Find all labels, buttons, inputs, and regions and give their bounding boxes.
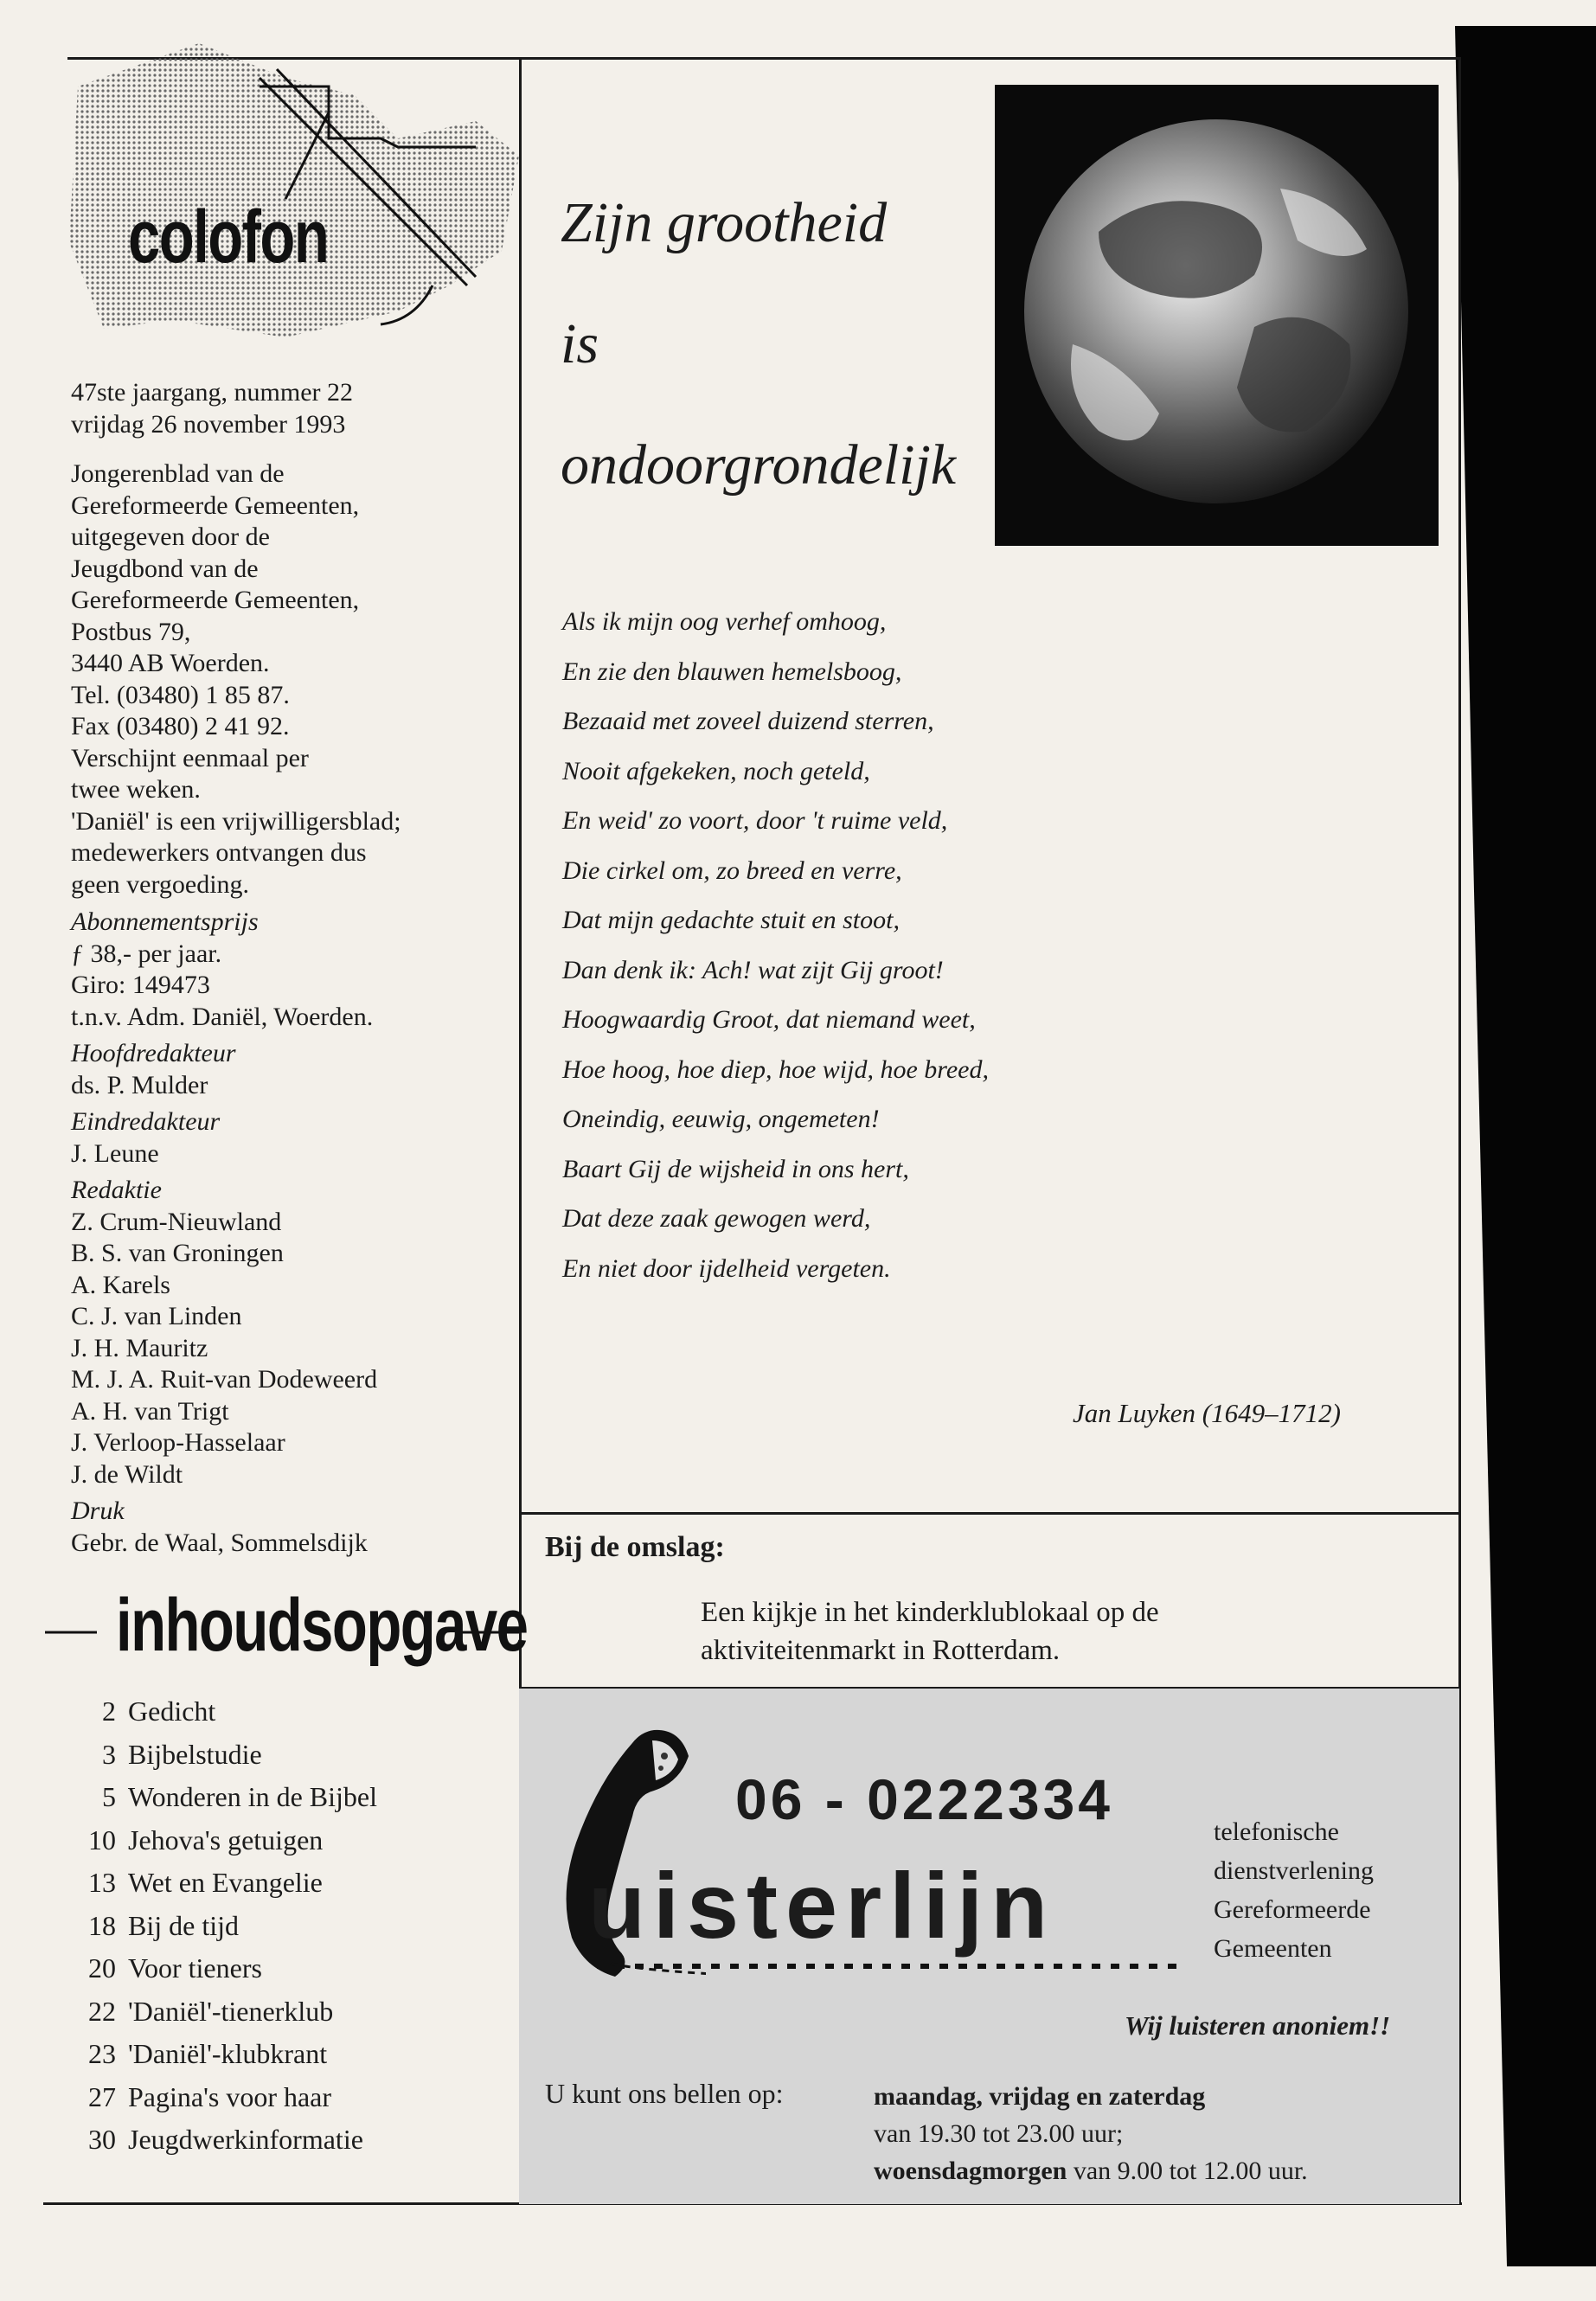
toc-title: Voor tieners	[128, 1952, 262, 1984]
toc-title: 'Daniël'-klubkrant	[128, 2038, 328, 2069]
toc-title: Wonderen in de Bijbel	[128, 1781, 378, 1812]
poem-author: Jan Luyken (1649–1712)	[1073, 1398, 1341, 1428]
toc-page: 18	[88, 1909, 116, 1941]
ad-hours	[874, 2078, 1308, 2189]
poem-bottom-rule	[519, 1512, 1460, 1515]
ad-time-2: van 9.00 tot 12.00 uur.	[1073, 2157, 1308, 2185]
toc-title: Gedicht	[128, 1695, 216, 1727]
ad-days-2: woensdagmorgen	[874, 2157, 1067, 2185]
printer: Gebr. de Waal, Sommelsdijk	[71, 1528, 368, 1557]
ad-service-text	[1214, 1812, 1374, 1968]
ad-service-line: Gereformeerde	[1214, 1895, 1371, 1924]
editor-in-chief: ds. P. Mulder	[71, 1070, 208, 1099]
final-editor: J. Leune	[71, 1138, 159, 1168]
poem-line: Dan denk ik: Ach! wat zijt Gij groot!	[562, 955, 944, 984]
publisher-line: 3440 AB Woerden.	[71, 649, 270, 677]
headline-line: is	[561, 312, 599, 375]
toc-item	[71, 1824, 377, 1868]
contents-title: inhoudsopgave	[116, 1584, 528, 1667]
print-label: Druk	[71, 1497, 125, 1525]
toc-item	[71, 1867, 377, 1910]
page-edge-shadow	[1455, 26, 1596, 2266]
toc-page: 5	[102, 1781, 116, 1812]
publisher-line: Postbus 79,	[71, 617, 191, 646]
headline-line: ondoorgrondelijk	[561, 433, 957, 497]
colofon-logo-graphic	[69, 26, 528, 355]
ad-service-line: Gemeenten	[1214, 1934, 1332, 1963]
subscription-line: Giro: 149473	[71, 971, 210, 999]
publisher-line: medewerkers ontvangen dus	[71, 838, 367, 867]
ad-call-label: U kunt ons bellen op:	[545, 2078, 784, 2109]
publisher-line: twee weken.	[71, 775, 201, 804]
poem-line: En zie den blauwen hemelsboog,	[562, 657, 902, 686]
toc-item	[71, 1739, 377, 1782]
earth-globe-icon	[995, 85, 1439, 546]
final-editor-label: Eindredakteur	[71, 1107, 221, 1136]
toc-item	[71, 1781, 377, 1824]
toc-page: 13	[88, 1867, 116, 1898]
poem-line: En niet door ijdelheid vergeten.	[562, 1253, 891, 1283]
toc-page: 27	[88, 2080, 116, 2112]
publisher-line: Verschijnt eenmaal per	[71, 743, 309, 772]
subscription-label: Abonnementsprijs	[71, 907, 259, 936]
cover-caption-line: Een kijkje in het kinderklublokaal op de	[701, 1597, 1159, 1628]
ad-cord-dashes	[597, 1953, 1185, 1979]
table-of-contents	[71, 1695, 377, 2167]
editorial-member: C. J. van Linden	[71, 1302, 242, 1330]
publisher-line: uitgegeven door de	[71, 522, 270, 551]
toc-item	[71, 2038, 377, 2081]
toc-item	[71, 1910, 377, 1953]
toc-title: Jeugdwerkinformatie	[128, 2124, 363, 2155]
subscription-line: t.n.v. Adm. Daniël, Woerden.	[71, 1002, 374, 1031]
toc-title: Wet en Evangelie	[128, 1867, 323, 1898]
publisher-line: Gereformeerde Gemeenten,	[71, 490, 360, 520]
publisher-line: Tel. (03480) 1 85 87.	[71, 680, 290, 709]
toc-title: Bij de tijd	[128, 1909, 239, 1941]
credits	[71, 907, 521, 1559]
editor-in-chief-label: Hoofdredakteur	[71, 1039, 236, 1067]
publisher-line: geen vergoeding.	[71, 869, 250, 899]
editorial-member: Z. Crum-Nieuwland	[71, 1207, 282, 1236]
ad-service-line: dienstverlening	[1214, 1856, 1374, 1885]
toc-title: Jehova's getuigen	[128, 1823, 324, 1856]
toc-page: 23	[88, 2038, 116, 2069]
toc-title: 'Daniël'-tienerklub	[128, 1995, 334, 2027]
cover-caption-text	[701, 1593, 1324, 1670]
publisher-line: Jongerenblad van de	[71, 459, 285, 488]
poem-line: Bezaaid met zoveel duizend sterren,	[562, 707, 934, 735]
poem-line: Als ik mijn oog verhef omhoog,	[562, 607, 887, 636]
toc-page: 22	[88, 1995, 116, 2027]
subscription-line: ƒ 38,- per jaar.	[71, 939, 222, 968]
publisher-info	[71, 458, 521, 901]
editorial-member: J. de Wildt	[71, 1459, 183, 1489]
editorial-member: A. H. van Trigt	[71, 1396, 229, 1426]
toc-page: 3	[102, 1738, 116, 1770]
toc-item	[71, 2081, 377, 2125]
publisher-line: Fax (03480) 2 41 92.	[71, 712, 290, 740]
ad-phone-number: 06 - 0222334	[735, 1767, 1114, 1831]
issue-number: 47ste jaargang, nummer 22	[71, 378, 354, 407]
ad-brand-name: uisterlijn	[588, 1853, 1056, 1958]
cover-caption-line: aktiviteitenmarkt in Rotterdam.	[701, 1635, 1061, 1666]
poem-line: En weid' zo voort, door 't ruime veld,	[562, 806, 948, 835]
toc-title: Pagina's voor haar	[128, 2080, 332, 2112]
publisher-line: Jeugdbond van de	[71, 554, 259, 583]
toc-page: 30	[88, 2124, 116, 2155]
poem-line: Hoe hoog, hoe diep, hoe wijd, hoe breed,	[562, 1054, 989, 1084]
poem-line: Baart Gij de wijsheid in ons hert,	[562, 1154, 909, 1183]
ad-slogan: Wij luisteren anoniem!!	[1125, 2010, 1391, 2041]
toc-page: 2	[102, 1695, 116, 1727]
cover-caption-title: Bij de omslag:	[545, 1531, 725, 1563]
toc-item	[71, 2124, 377, 2167]
toc-item	[71, 1695, 377, 1739]
poem-line: Die cirkel om, zo breed en verre,	[562, 856, 902, 885]
poem-line: Oneindig, eeuwig, ongemeten!	[562, 1105, 880, 1133]
toc-title: Bijbelstudie	[128, 1738, 262, 1770]
headline-line: Zijn grootheid	[561, 191, 888, 254]
editorial-label: Redaktie	[71, 1176, 162, 1204]
editorial-member: B. S. van Groningen	[71, 1239, 284, 1267]
editorial-member: J. H. Mauritz	[71, 1333, 208, 1362]
issue-date: vrijdag 26 november 1993	[71, 409, 346, 439]
poem-line: Hoogwaardig Groot, dat niemand weet,	[562, 1005, 976, 1034]
toc-page: 20	[88, 1952, 116, 1984]
toc-page: 10	[88, 1823, 116, 1856]
poem-line: Dat deze zaak gewogen werd,	[562, 1204, 871, 1233]
ad-time-1: van 19.30 tot 23.00 uur;	[874, 2119, 1124, 2148]
ad-service-line: telefonische	[1214, 1817, 1339, 1846]
issue-info	[71, 377, 521, 440]
editorial-member: M. J. A. Ruit-van Dodeweerd	[71, 1365, 378, 1394]
editorial-member: J. Verloop-Hasselaar	[71, 1428, 285, 1457]
earth-photo	[995, 85, 1439, 546]
ad-days-1: maandag, vrijdag en zaterdag	[874, 2082, 1206, 2111]
toc-item	[71, 1996, 377, 2039]
colofon-logo-word: colofon	[128, 195, 329, 279]
publisher-line: Gereformeerde Gemeenten,	[71, 586, 360, 614]
publisher-line: 'Daniël' is een vrijwilligersblad;	[71, 806, 401, 836]
poem-line: Nooit afgekeken, noch geteld,	[562, 756, 870, 785]
poem-line: Dat mijn gedachte stuit en stoot,	[562, 906, 900, 934]
poem-text	[562, 607, 989, 1304]
editorial-member: A. Karels	[71, 1270, 170, 1299]
toc-item	[71, 1952, 377, 1996]
